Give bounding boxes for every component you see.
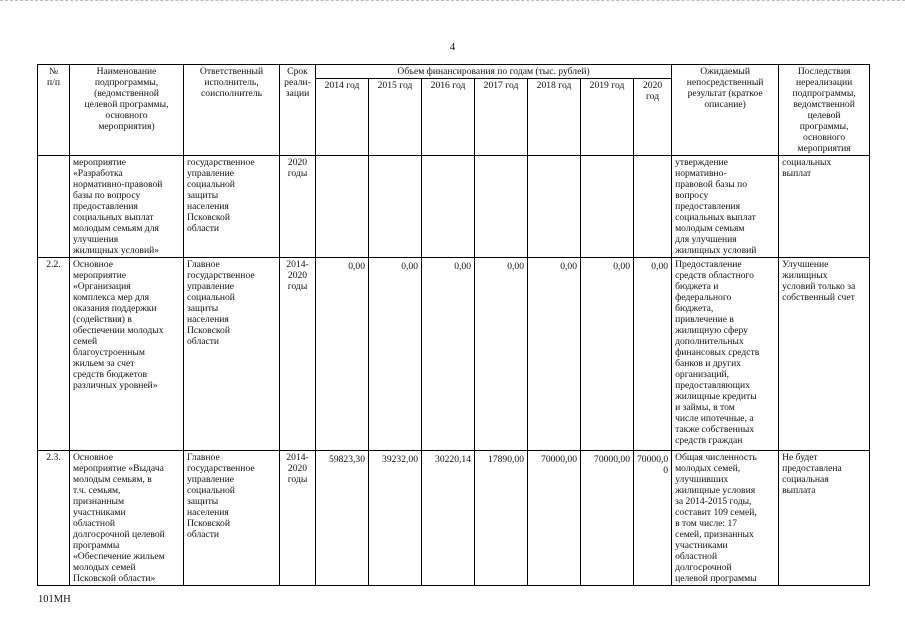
row-value bbox=[422, 156, 475, 258]
row-value bbox=[634, 156, 672, 258]
row-name: мероприятие «Разработка нормативно-правовой базы по вопросу предоставления социальных выплат молодым семьям для улучшения жилищных условий» bbox=[70, 156, 184, 258]
header-term: Срок реали- зации bbox=[280, 65, 316, 156]
row-value: 0,00 bbox=[581, 258, 634, 451]
header-result: Ожидаемый непосредственный результат (краткое описание) bbox=[672, 65, 779, 156]
row-value: 17890,00 bbox=[475, 451, 528, 586]
table-row bbox=[38, 451, 870, 586]
row-result: Предоставление средств областного бюджета и федерального бюджета, привлечение в жилищную сферу дополнительных финансовых средств банков и других организаций, предоставляющих жилищные кредиты и займы, в том числе ипотечные, а также собственных средств граждан bbox=[672, 258, 779, 451]
row-value: 30220,14 bbox=[422, 451, 475, 586]
row-value bbox=[316, 156, 369, 258]
row-value bbox=[475, 156, 528, 258]
row-number: 2.3. bbox=[38, 451, 70, 586]
page-number: 4 bbox=[449, 41, 456, 53]
header-funding: Объем финансирования по годам (тыс. рублей) bbox=[316, 65, 672, 79]
row-value: 70000,00 bbox=[528, 451, 581, 586]
header-year: 2015 год bbox=[369, 79, 422, 156]
row-consequences: Не будет предоставлена социальная выплата bbox=[779, 451, 870, 586]
header-name: Наименование подпрограммы, (ведомственной целевой программы, основного мероприятия) bbox=[70, 65, 184, 156]
table-row bbox=[38, 258, 870, 451]
row-number: 2.2. bbox=[38, 258, 70, 451]
header-year: 2017 год bbox=[475, 79, 528, 156]
row-executor: Главное государственное управление социальной защиты населения Псковской области bbox=[184, 258, 280, 451]
header-year: 2016 год bbox=[422, 79, 475, 156]
header-year: 2018 год bbox=[528, 79, 581, 156]
page-top-edge bbox=[0, 0, 905, 3]
header-consequences: Последствия нереализации подпрограммы, ведомственной целевой программы, основного мероприятия bbox=[779, 65, 870, 156]
header-year: 2020 год bbox=[634, 79, 672, 156]
row-term: 2014- 2020 годы bbox=[280, 451, 316, 586]
row-value: 0,00 bbox=[475, 258, 528, 451]
row-value: 0,00 bbox=[528, 258, 581, 451]
header-year: 2014 год bbox=[316, 79, 369, 156]
row-term: 2014- 2020 годы bbox=[280, 258, 316, 451]
row-value: 0,00 bbox=[369, 258, 422, 451]
row-value: 0,00 bbox=[422, 258, 475, 451]
footer-code: 101МН bbox=[38, 594, 71, 605]
row-consequences: Улучшение жилищных условий только за собственный счет bbox=[779, 258, 870, 451]
row-value: 0,00 bbox=[634, 258, 672, 451]
row-result: утверждение нормативно- правовой базы по вопросу предоставления социальных выплат молодым семьям для улучшения жилищных условий bbox=[672, 156, 779, 258]
table-row bbox=[38, 156, 870, 258]
header-num: № п/п bbox=[38, 65, 70, 156]
row-term: 2020 годы bbox=[280, 156, 316, 258]
header-row bbox=[38, 65, 870, 79]
row-name: Основное мероприятие «Организация комплекса мер для оказания поддержки (содействия) в обеспечении молодых семей благоустроенным жильем за счет средств бюджетов различных уровней» bbox=[70, 258, 184, 451]
row-value: 39232,00 bbox=[369, 451, 422, 586]
row-result: Общая численность молодых семей, улучшивших жилищные условия за 2014-2015 годы, составит 109 семей, в том числе: 17 семей, признанных участниками областной долгосрочной целевой программы bbox=[672, 451, 779, 586]
row-value: 70000,0 0 bbox=[634, 451, 672, 586]
row-value bbox=[581, 156, 634, 258]
row-value: 59823,30 bbox=[316, 451, 369, 586]
header-year: 2019 год bbox=[581, 79, 634, 156]
row-number bbox=[38, 156, 70, 258]
row-consequences: социальных выплат bbox=[779, 156, 870, 258]
financing-table bbox=[37, 64, 870, 586]
row-value bbox=[528, 156, 581, 258]
header-executor: Ответственный исполнитель, соисполнитель bbox=[184, 65, 280, 156]
row-executor: Главное государственное управление социальной защиты населения Псковской области bbox=[184, 451, 280, 586]
row-executor: государственное управление социальной защиты населения Псковской области bbox=[184, 156, 280, 258]
row-value: 0,00 bbox=[316, 258, 369, 451]
row-value bbox=[369, 156, 422, 258]
row-value: 70000,00 bbox=[581, 451, 634, 586]
row-name: Основное мероприятие «Выдача молодым семьям, в т.ч. семьям, признанным участниками областной долгосрочной целевой программы «Обеспечение жильем молодых семей Псковской области» bbox=[70, 451, 184, 586]
